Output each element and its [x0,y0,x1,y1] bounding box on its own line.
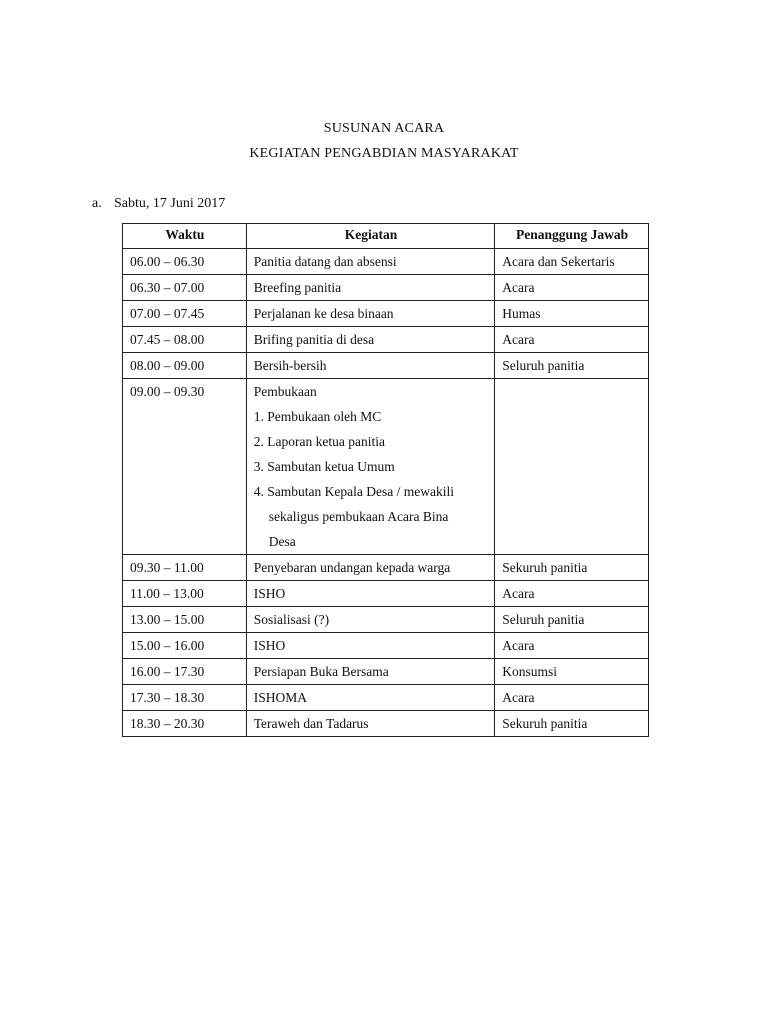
cell-waktu: 07.45 – 08.00 [123,327,247,353]
cell-pj: Acara [495,581,649,607]
cell-waktu: 09.30 – 11.00 [123,555,247,581]
table-row [123,379,649,555]
table-row [123,581,649,607]
cell-pj: Acara [495,275,649,301]
table-row [123,301,649,327]
table-row [123,275,649,301]
sub-item-continuation: sekaligus pembukaan Acara Bina [268,509,449,524]
cell-kegiatan: Breefing panitia [246,275,494,301]
cell-waktu: 16.00 – 17.30 [123,659,247,685]
cell-kegiatan-pembukaan [246,379,494,555]
cell-waktu: 15.00 – 16.00 [123,633,247,659]
cell-pj: Seluruh panitia [495,607,649,633]
cell-kegiatan: Teraweh dan Tadarus [246,711,494,737]
table-row [123,685,649,711]
header-kegiatan: Kegiatan [246,224,494,249]
cell-pj: Acara [495,327,649,353]
cell-pj: Sekuruh panitia [495,711,649,737]
cell-kegiatan: Penyebaran undangan kepada warga [246,555,494,581]
day-label: Sabtu, 17 Juni 2017 [114,196,226,211]
header-penanggung-jawab: Penanggung Jawab [495,224,649,249]
cell-kegiatan: Perjalanan ke desa binaan [246,301,494,327]
schedule-table [122,223,649,737]
table-row [123,711,649,737]
cell-waktu: 08.00 – 09.00 [123,353,247,379]
cell-waktu: 07.00 – 07.45 [123,301,247,327]
cell-waktu: 17.30 – 18.30 [123,685,247,711]
cell-kegiatan: Bersih-bersih [246,353,494,379]
cell-pj: Acara [495,685,649,711]
cell-kegiatan: ISHO [246,633,494,659]
cell-pj [495,379,649,555]
document-title: SUSUNAN ACARA [323,121,445,136]
cell-waktu: 06.30 – 07.00 [123,275,247,301]
cell-kegiatan: Brifing panitia di desa [246,327,494,353]
table-row [123,327,649,353]
sub-item: 4. Sambutan Kepala Desa / mewakili [253,484,454,499]
cell-pj: Acara dan Sekertaris [495,249,649,275]
cell-waktu: 09.00 – 09.30 [123,379,247,555]
cell-kegiatan: Panitia datang dan absensi [246,249,494,275]
cell-waktu: 06.00 – 06.30 [123,249,247,275]
document-subtitle: KEGIATAN PENGABDIAN MASYARAKAT [249,146,519,161]
cell-waktu: 11.00 – 13.00 [123,581,247,607]
cell-kegiatan: ISHOMA [246,685,494,711]
table-row [123,249,649,275]
cell-pj: Sekuruh panitia [495,555,649,581]
table-row [123,659,649,685]
cell-kegiatan: Persiapan Buka Bersama [246,659,494,685]
cell-kegiatan: Sosialisasi (?) [246,607,494,633]
cell-pj: Konsumsi [495,659,649,685]
cell-pj: Acara [495,633,649,659]
cell-pj: Humas [495,301,649,327]
list-marker: a. [92,196,102,211]
sub-item: 2. Laporan ketua panitia [253,434,385,449]
table-row [123,607,649,633]
table-row [123,353,649,379]
sub-item: 3. Sambutan ketua Umum [253,459,395,474]
cell-waktu: 18.30 – 20.30 [123,711,247,737]
header-waktu: Waktu [123,224,247,249]
cell-waktu: 13.00 – 15.00 [123,607,247,633]
sub-item: 1. Pembukaan oleh MC [253,409,382,424]
table-header-row [123,224,649,249]
day-heading [92,196,225,212]
table-row [123,555,649,581]
table-row [123,633,649,659]
cell-pj: Seluruh panitia [495,353,649,379]
kegiatan-heading: Pembukaan [253,384,317,399]
cell-kegiatan: ISHO [246,581,494,607]
sub-item-continuation: Desa [268,534,296,549]
